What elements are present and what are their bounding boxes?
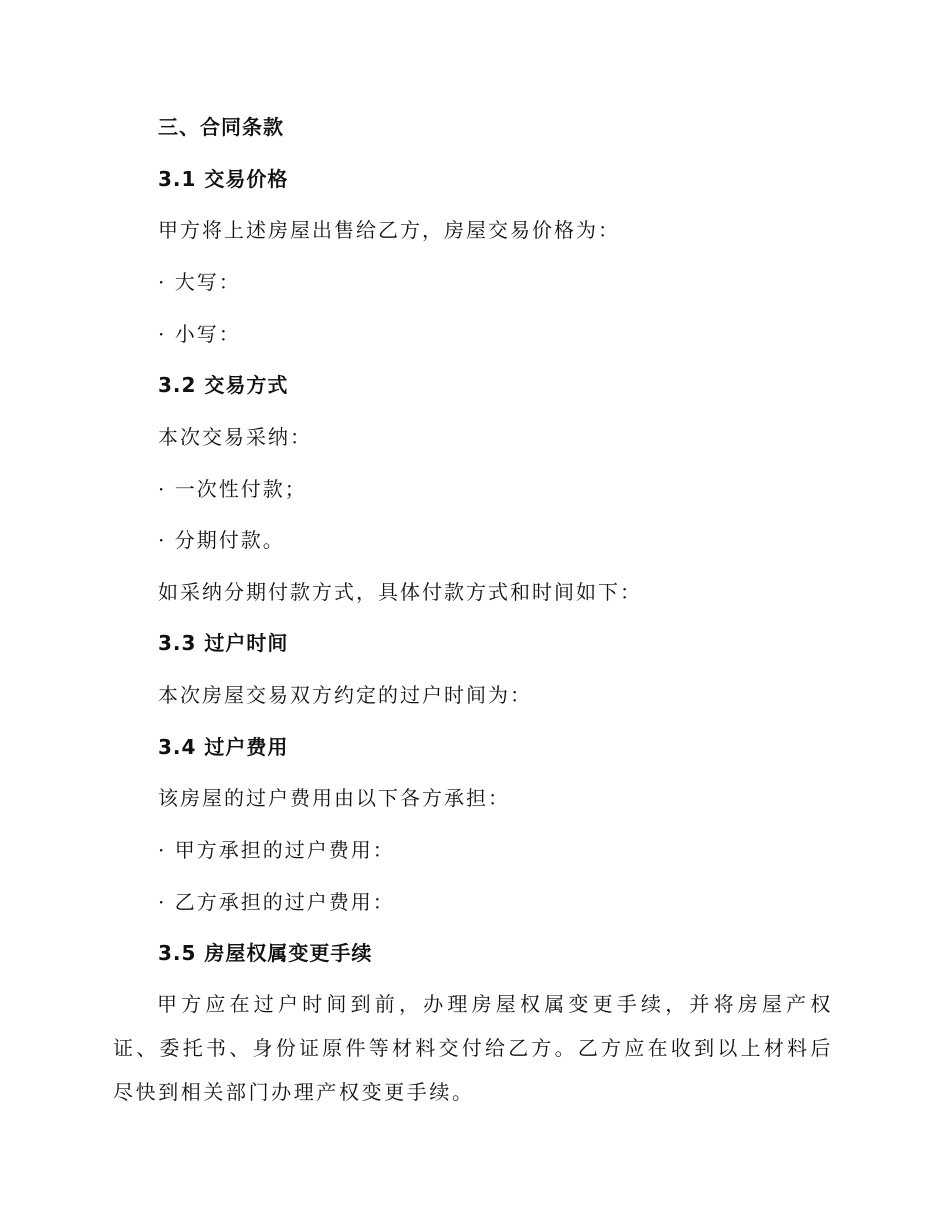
heading-3-5: 3.5 房屋权属变更手续 (158, 941, 373, 965)
heading-3-1: 3.1 交易价格 (158, 167, 289, 191)
section-title: 三、合同条款 (158, 115, 284, 139)
list-item-party-b-fee: · 乙方承担的过户费用： (158, 890, 395, 914)
list-item-installment: · 分期付款。 (158, 528, 285, 552)
list-item-lump-sum: · 一次性付款； (158, 477, 307, 501)
ownership-change-paragraph: 甲方应在过户时间到前，办理房屋权属变更手续，并将房屋产权证、委托书、身份证原件等材料交付给乙方。乙方应在收到以上材料后尽快到相关部门办理产权变更手续。 (113, 992, 833, 1104)
price-intro: 甲方将上述房屋出售给乙方，房屋交易价格为： (158, 218, 620, 242)
heading-3-4: 3.4 过户费用 (158, 735, 289, 759)
list-item-price-uppercase: · 大写： (158, 270, 241, 294)
transfer-time-intro: 本次房屋交易双方约定的过户时间为： (158, 683, 532, 707)
heading-3-2: 3.2 交易方式 (158, 373, 289, 397)
list-item-price-lowercase: · 小写： (158, 322, 241, 346)
list-item-party-a-fee: · 甲方承担的过户费用： (158, 838, 395, 862)
transfer-fee-intro: 该房屋的过户费用由以下各方承担： (158, 786, 510, 810)
payment-intro: 本次交易采纳： (158, 425, 312, 449)
installment-note: 如采纳分期付款方式，具体付款方式和时间如下： (158, 580, 642, 604)
heading-3-3: 3.3 过户时间 (158, 631, 289, 655)
